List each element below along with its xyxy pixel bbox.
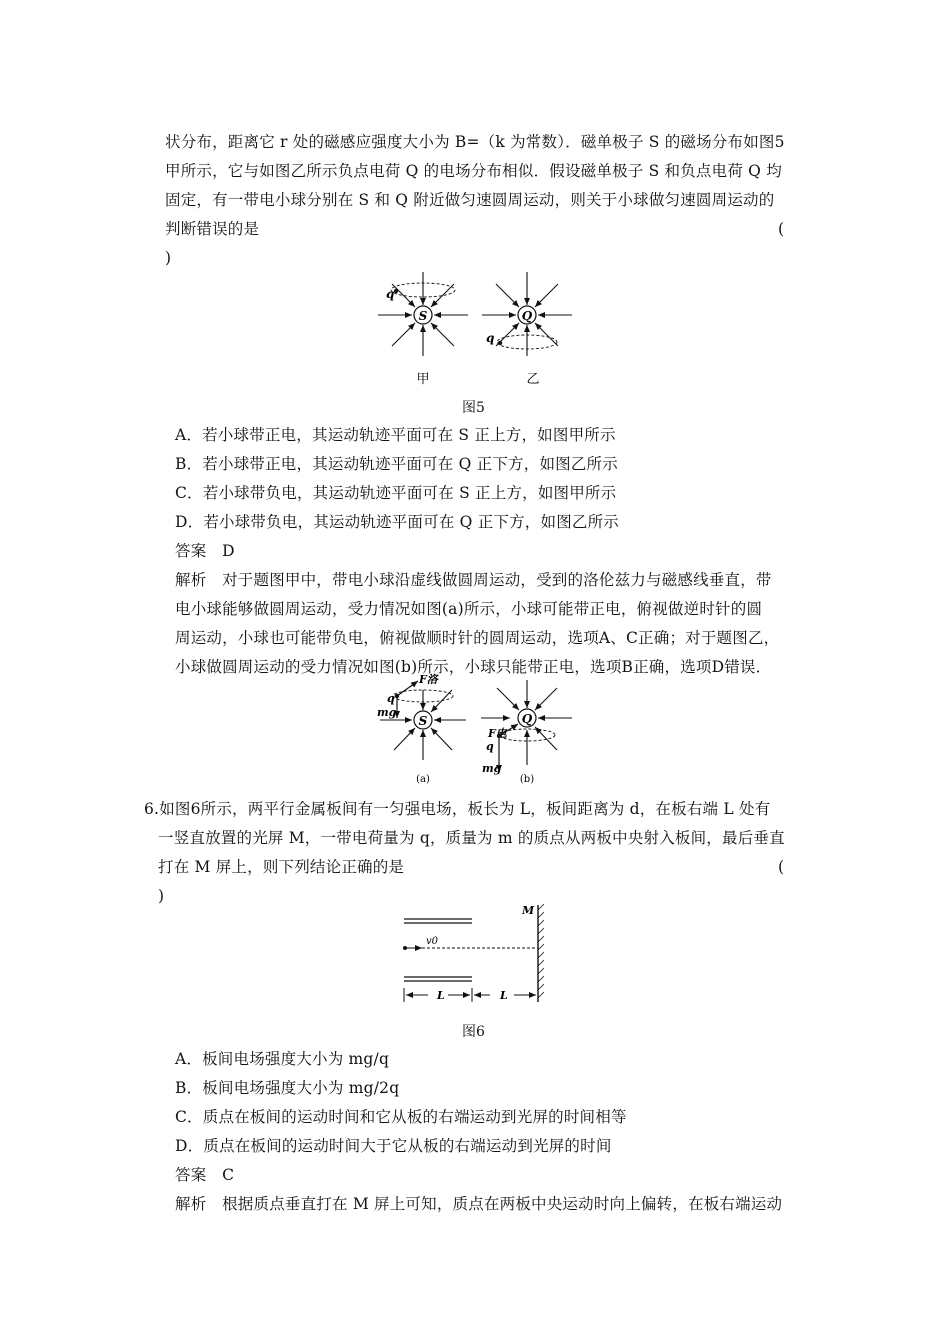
q5-stem-line-1: 状分布，距离它 r 处的磁感应强度大小为 B=（k 为常数）．磁单极子 S 的磁场分布如图5 <box>165 133 785 151</box>
label-v0: v0 <box>426 936 439 947</box>
figure-6-caption: 图6 <box>462 1024 485 1040</box>
q5-analysis-line-4: 小球做圆周运动的受力情况如图(b)所示，小球只能带正电，选项B正确，选项D错误． <box>175 658 772 676</box>
q5-paren-close: ) <box>165 249 172 267</box>
label-f-luo: F洛 <box>419 673 438 686</box>
q6-stem-line-3: 打在 M 屏上，则下列结论正确的是 <box>158 858 405 876</box>
label-yi: 乙 <box>526 372 540 387</box>
q5-option-c: C．若小球带负电，其运动轨迹平面可在 S 正上方，如图甲所示 <box>175 484 617 502</box>
q6-stem-line-1: 6.如图6所示，两平行金属板间有一匀强电场，板长为 L，板间距离为 d，在板右端 L 处有 <box>144 800 771 818</box>
label-b-mg: mg <box>482 762 502 775</box>
label-l2: L <box>500 989 508 1002</box>
label-b: (b) <box>519 774 535 785</box>
label-s: S <box>418 309 428 323</box>
q5-stem-line-2: 甲所示，它与如图乙所示负点电荷 Q 的电场分布相似．假设磁单极子 S 和负点电荷 Q 均 <box>165 162 782 180</box>
q5-option-a: A．若小球带正电，其运动轨迹平面可在 S 正上方，如图甲所示 <box>175 426 616 444</box>
label-Q: Q <box>521 309 533 323</box>
label-a-s: S <box>418 714 428 728</box>
label-l1: L <box>437 989 445 1002</box>
label-b-Q: Q <box>521 712 533 726</box>
q5-analysis-line-1: 解析 对于题图甲中，带电小球沿虚线做圆周运动，受到的洛伦兹力与磁感线垂直，带 <box>175 571 772 589</box>
figure-5-caption: 图5 <box>462 400 485 416</box>
label-a-mg: mg <box>377 706 397 719</box>
q6-analysis-line-1: 解析 根据质点垂直打在 M 屏上可知，质点在两板中央运动时向上偏转，在板右端运动 <box>175 1195 783 1213</box>
q6-answer: 答案 C <box>175 1166 235 1184</box>
q5-option-b: B．若小球带正电，其运动轨迹平面可在 Q 正下方，如图乙所示 <box>175 455 618 473</box>
q5-analysis-line-2: 电小球能够做圆周运动，受力情况如图(a)所示，小球可能带正电，俯视做逆时针的圆 <box>175 600 763 618</box>
q6-option-b: B．板间电场强度大小为 mg/2q <box>175 1079 400 1097</box>
q5-paren-open: ( <box>778 220 785 238</box>
q5-option-d: D．若小球带负电，其运动轨迹平面可在 Q 正下方，如图乙所示 <box>175 513 619 531</box>
label-m: M <box>522 904 535 917</box>
q5-analysis-line-3: 周运动，小球也可能带负电，俯视做顺时针的圆周运动，选项A、C正确；对于题图乙， <box>175 629 780 647</box>
q5-stem-line-3: 固定，有一带电小球分别在 S 和 Q 附近做匀速圆周运动，则关于小球做匀速圆周运动的 <box>165 191 775 209</box>
screen-hatching <box>538 904 544 998</box>
label-q-yi: q <box>486 331 495 345</box>
q6-option-d: D．质点在板间的运动时间大于它从板的右端运动到光屏的时间 <box>175 1137 612 1155</box>
label-b-q: q <box>486 740 494 753</box>
q5-stem-line-4: 判断错误的是 <box>165 220 260 238</box>
q5-answer: 答案 D <box>175 542 235 560</box>
metal-plates <box>404 919 472 981</box>
q6-option-c: C．质点在板间的运动时间和它从板的右端运动到光屏的时间相等 <box>175 1108 627 1126</box>
q6-paren-open: ( <box>778 858 785 876</box>
label-q-jia: q <box>386 287 395 301</box>
label-a-q: q <box>387 692 395 705</box>
label-jia: 甲 <box>416 372 430 387</box>
label-a: (a) <box>416 774 430 785</box>
q6-stem-line-2: 一竖直放置的光屏 M，一带电荷量为 q，质量为 m 的质点从两板中央射入板间，最后垂直 <box>158 829 785 847</box>
q6-option-a: A．板间电场强度大小为 mg/q <box>175 1050 390 1068</box>
q6-paren-close: ) <box>158 887 165 905</box>
label-f-dian: F电 <box>488 727 507 740</box>
